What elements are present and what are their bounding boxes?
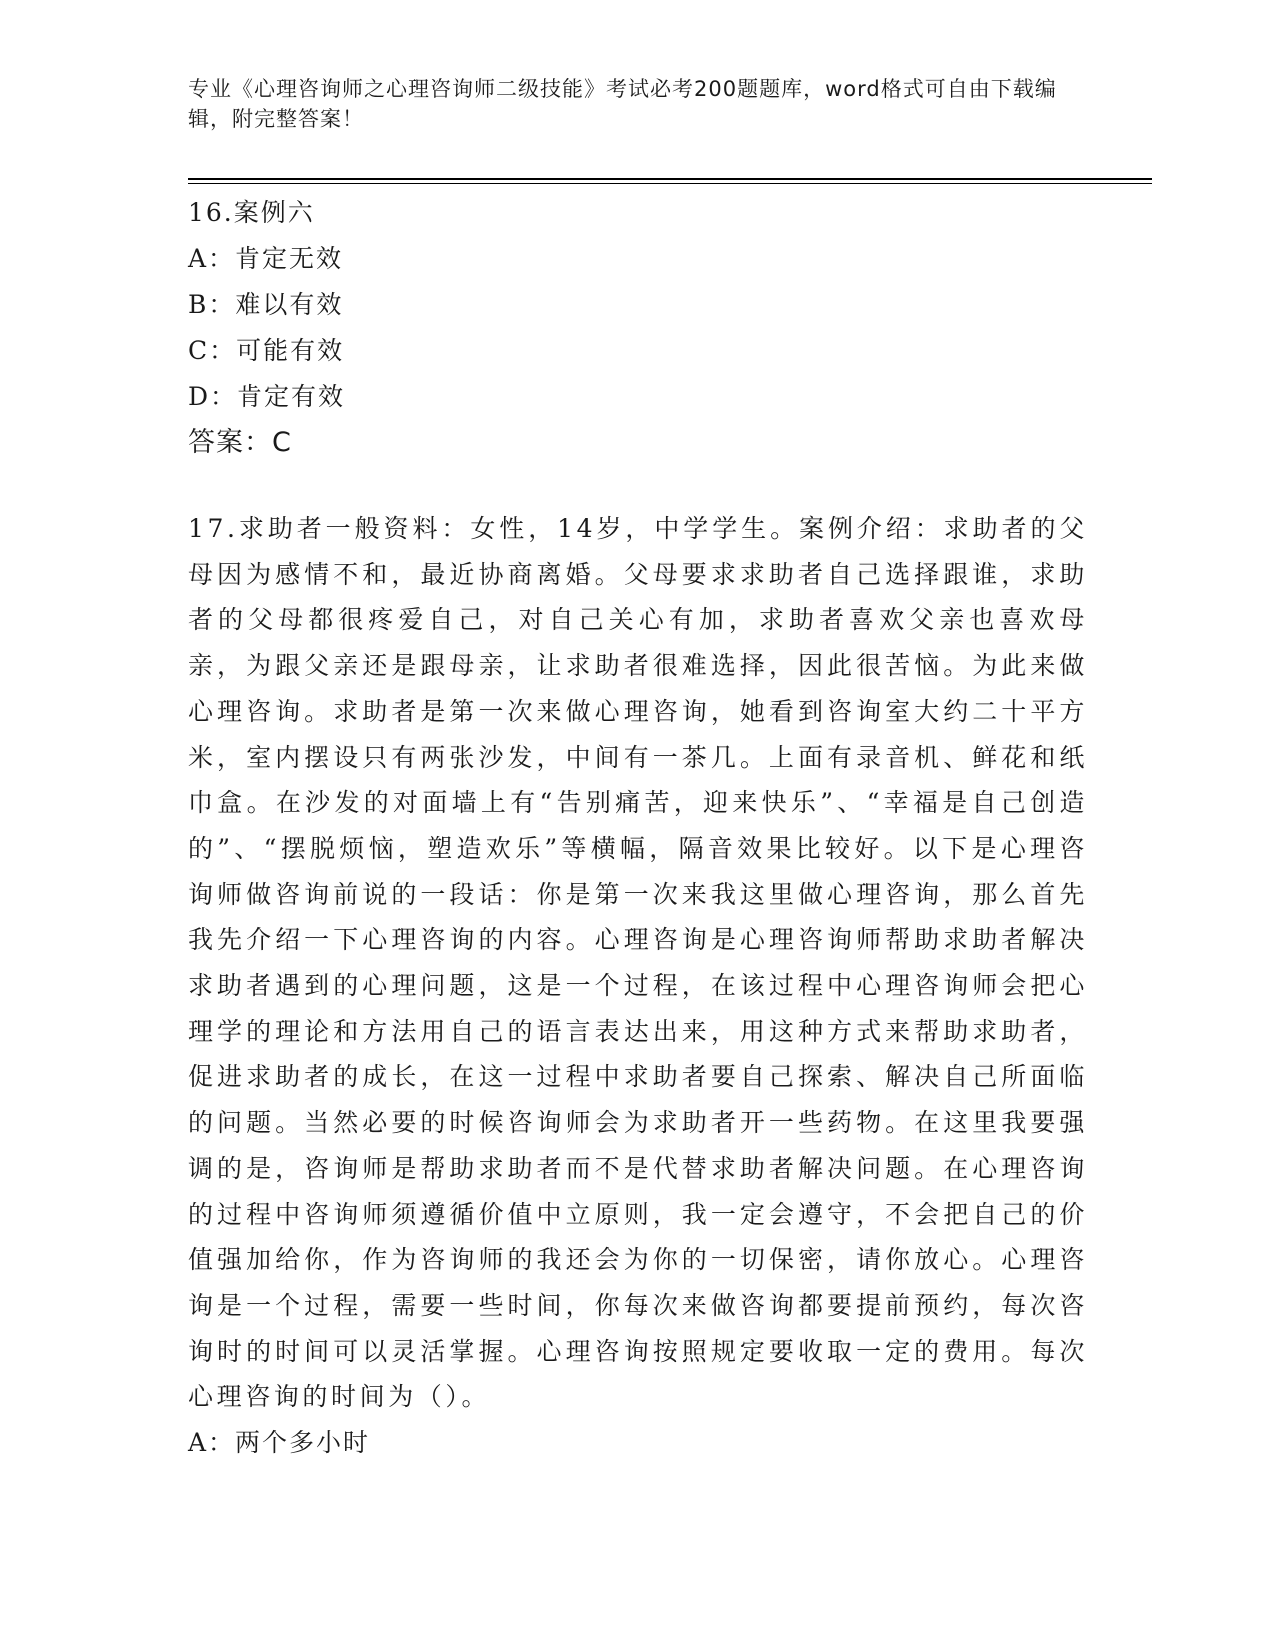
option-b: B：难以有效 [188,290,344,319]
option-a: A：肯定无效 [188,244,344,273]
header-divider [188,178,1152,180]
option-d: D：肯定有效 [188,382,346,411]
page-header: 专业《心理咨询师之心理咨询师二级技能》考试必考200题题库，word格式可自由下载编辑，附完整答案！ [188,77,1057,131]
question-16 [188,190,1088,466]
question-17 [188,506,1088,1466]
option-a: A：两个多小时 [188,1428,371,1458]
question-spacer [188,466,1088,506]
option-c: C：可能有效 [188,336,345,365]
header-divider-thin [188,183,1152,184]
question-stem: 17.求助者一般资料：女性，14岁，中学学生。案例介绍：求助者的父母因为感情不和，最近协商离婚。父母要求求助者自己选择跟谁，求助者的父母都很疼爱自己，对自己关心有加，求助者喜欢父亲也喜欢母亲，为跟父亲还是跟母亲，让求助者很难选择，因此很苦恼。为此来做心理咨询。求助者是第一次来做心理咨询，她看到咨询室大约二十平方米，室内摆设只有两张沙发，中间有一茶几。上面有录音机、鲜花和纸巾盒。在沙发的对面墙上有“告别痛苦，迎来快乐”、“幸福是自己创造的”、“摆脱烦恼，塑造欢乐”等横幅，隔音效果比较好。以下是心理咨询师做咨询前说的一段话：你是第一次来我这里做心理咨询，那么首先我先介绍一下心理咨询的内容。心理咨询是心理咨询师帮助求助者解决求助者遇到的心理问题，这是一个过程，在该过程中心理咨询师会把心理学的理论和方法用自己的语言表达出来，用这种方式来帮助求助者，促进求助者的成长，在这一过程中求助者要自己探索、解决自己所面临的问题。当然必要的时候咨询师会为求助者开一些药物。在这里我要强调的是，咨询师是帮助求助者而不是代替求助者解决问题。在心理咨询的过程中咨询师须遵循价值中立原则，我一定会遵守，不会把自己的价值强加给你，作为咨询师的我还会为你的一切保密，请你放心。心理咨询是一个过程，需要一些时间，你每次来做咨询都要提前预约，每次咨询时的时间可以灵活掌握。心理咨询按照规定要收取一定的费用。每次心理咨询的时间为（）。 [188,514,1088,1412]
answer-label: 答案：C [188,427,292,458]
question-stem: 16.案例六 [188,198,315,227]
question-content [188,190,1088,1466]
